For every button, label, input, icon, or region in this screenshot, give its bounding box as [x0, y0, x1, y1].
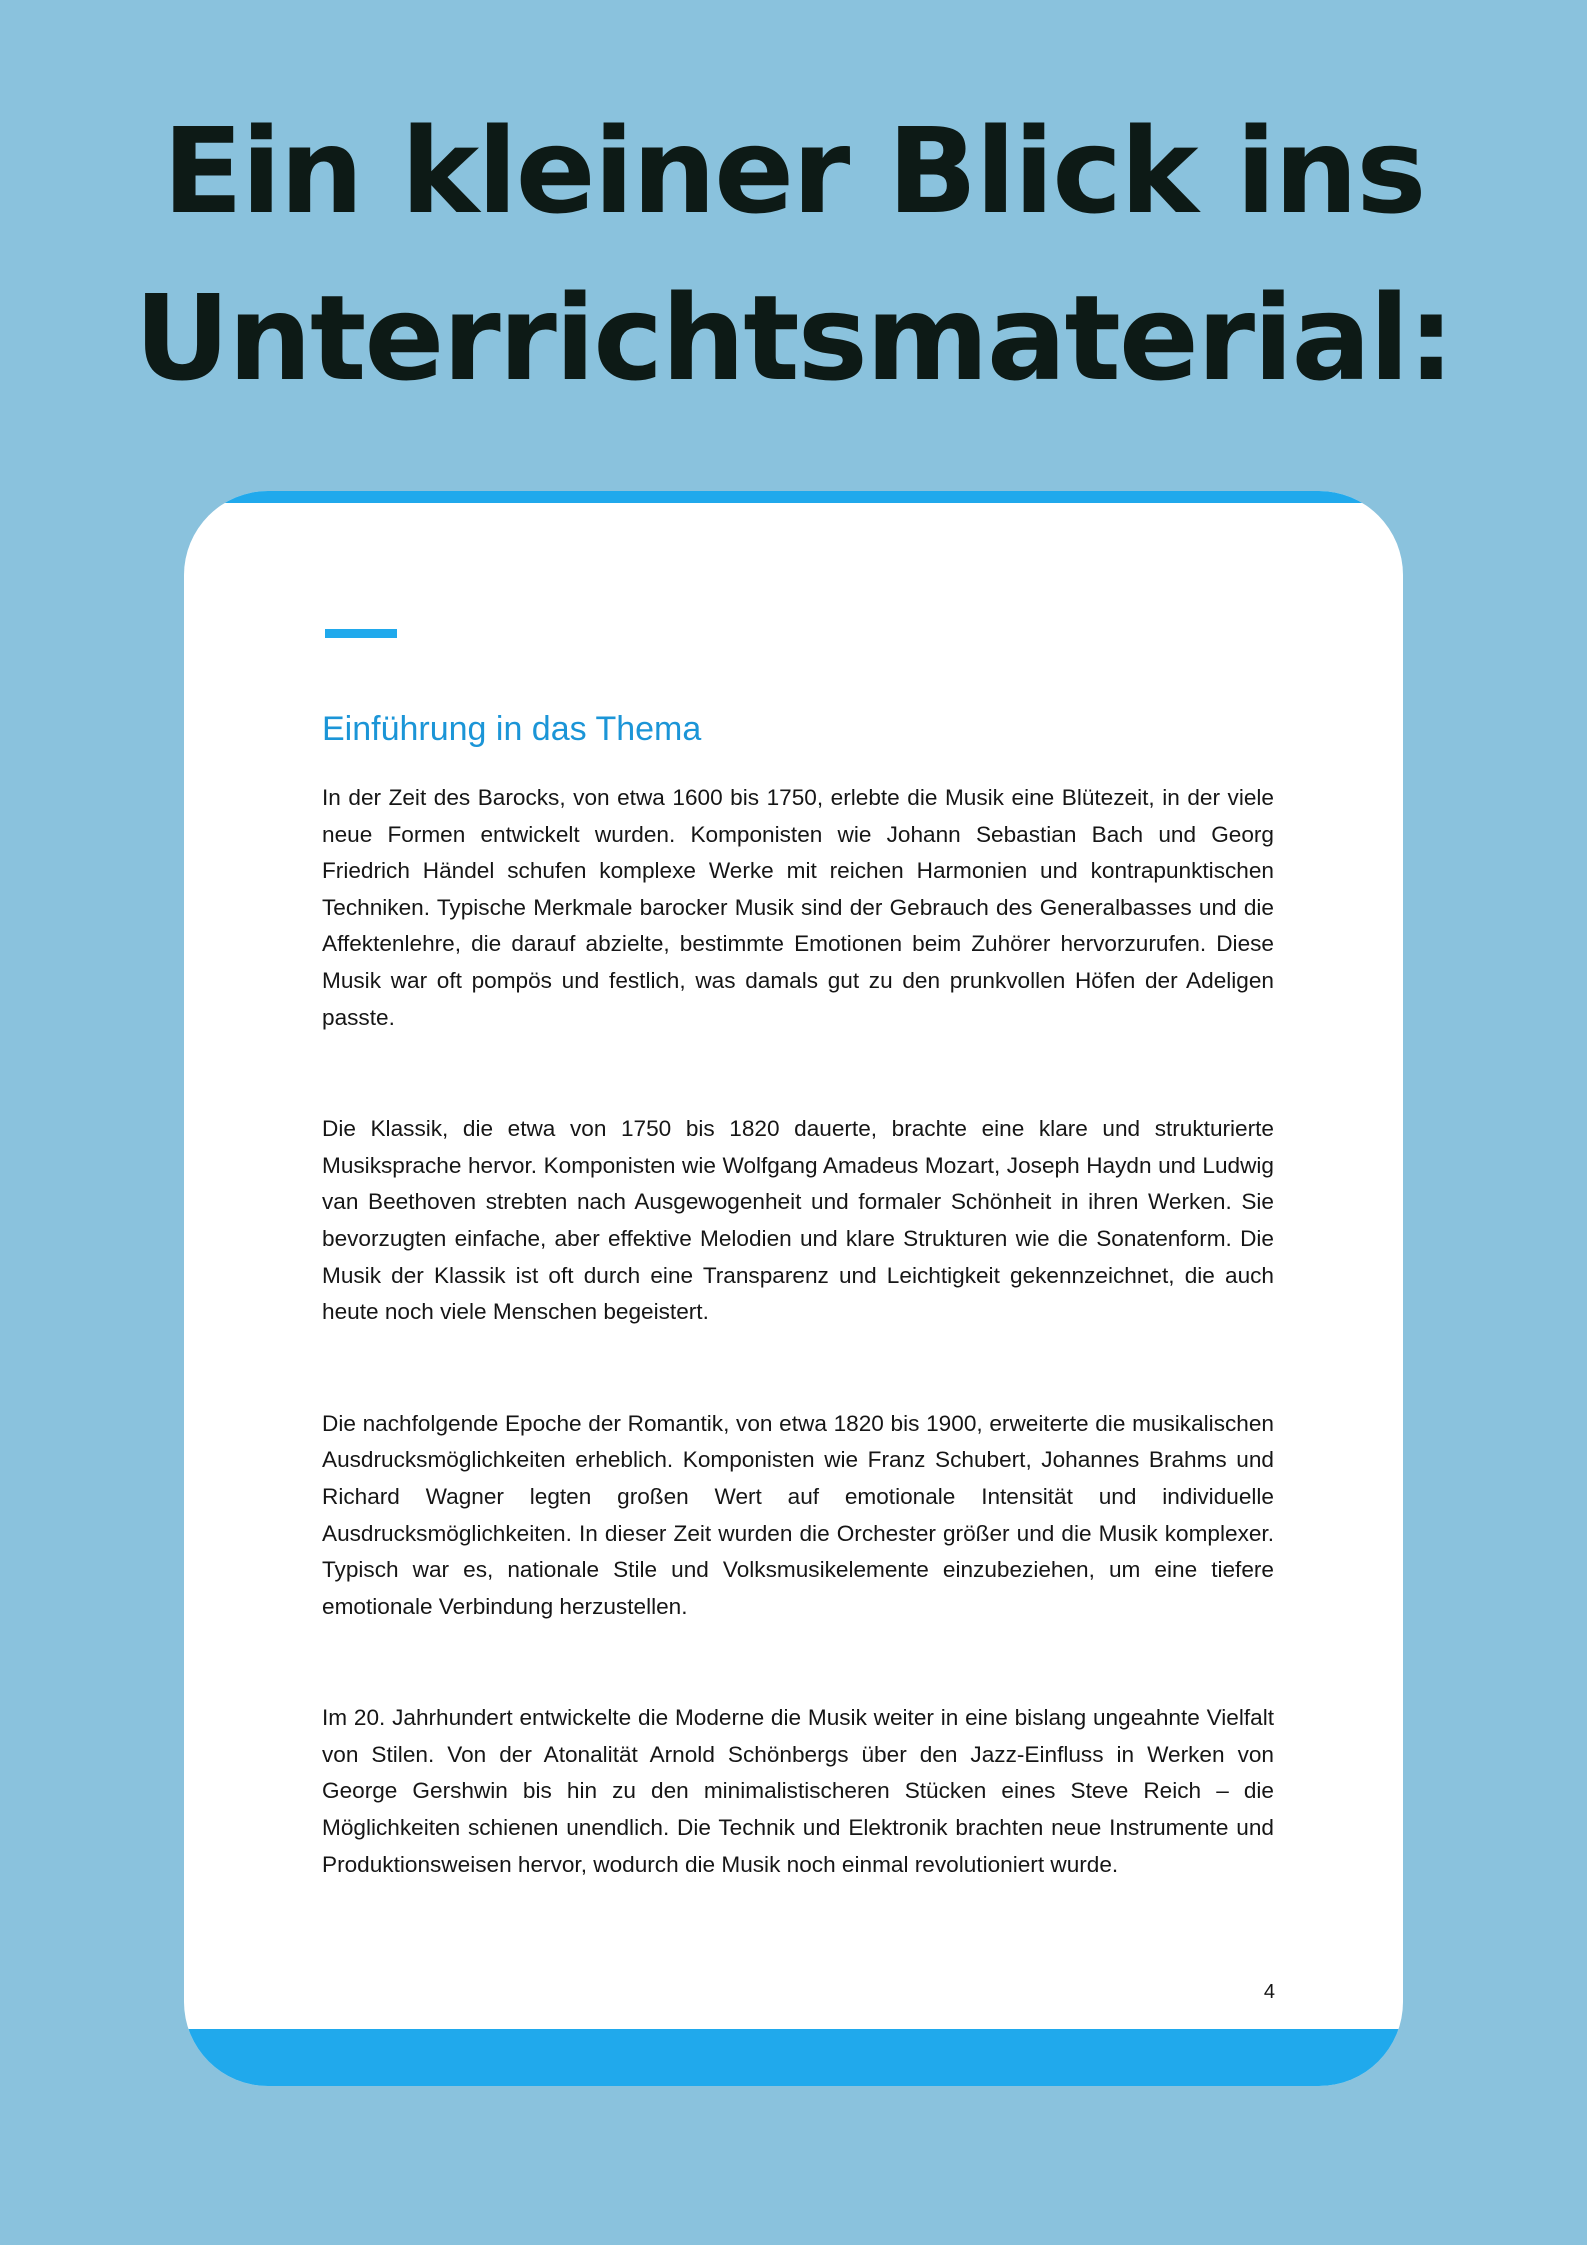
content-card	[184, 491, 1403, 2086]
paragraph-classical: Die Klassik, die etwa von 1750 bis 1820 dauerte, brachte eine klare und strukturierte Musiksprache hervor. Komponisten wie Wolfgang Amadeus Mozart, Joseph Haydn und Ludwig van Beethoven strebten nach Ausgewogenheit und formaler Schönheit in ihren Werken. Sie bevorzugten einfache, aber effektive Melodien und klare Strukturen wie die Sonatenform. Die Musik der Klassik ist oft durch eine Transparenz und Leichtigkeit gekennzeichnet, die auch heute noch viele Menschen begeistert.	[322, 1116, 1274, 1325]
card-bottom-accent-band	[184, 2029, 1403, 2086]
paragraph-romantic: Die nachfolgende Epoche der Romantik, von etwa 1820 bis 1900, erweiterte die musikalischen Ausdrucksmöglichkeiten erheblich. Komponisten wie Franz Schubert, Johannes Brahms und Richard Wagner legten großen Wert auf emotionale Intensität und individuelle Ausdrucksmöglichkeiten. In dieser Zeit wurden die Orchester größer und die Musik komplexer. Typisch war es, nationale Stile und Volksmusikelemente einzubeziehen, um eine tiefere emotionale Verbindung herzustellen.	[322, 1410, 1274, 1619]
card-top-accent-band	[184, 491, 1403, 503]
paragraph-modern: Im 20. Jahrhundert entwickelte die Moderne die Musik weiter in eine bislang ungeahnte Vielfalt von Stilen. Von der Atonalität Arnold Schönbergs über den Jazz-Einfluss in Werken von George Gershwin bis hin zu den minimalistischeren Stücken eines Steve Reich – die Möglichkeiten schienen unendlich. Die Technik und Elektronik brachten neue Instrumente und Produktionsweisen hervor, wodurch die Musik noch einmal revolutioniert wurde.	[322, 1705, 1274, 1877]
page-number: 4	[1263, 1981, 1275, 2003]
accent-dash	[325, 629, 397, 638]
headline-line-2: Unterrichtsmaterial:	[134, 269, 1453, 407]
body-text	[322, 780, 1274, 1958]
paragraph-baroque: In der Zeit des Barocks, von etwa 1600 bis 1750, erlebte die Musik eine Blütezeit, in der viele neue Formen entwickelt wurden. Komponisten wie Johann Sebastian Bach und Georg Friedrich Händel schufen komplexe Werke mit reichen Harmonien und kontrapunktischen Techniken. Typische Merkmale barocker Musik sind der Gebrauch des Generalbasses und die Affektenlehre, die darauf abzielte, bestimmte Emotionen beim Zuhörer hervorzurufen. Diese Musik war oft pompös und festlich, was damals gut zu den prunkvollen Höfen der Adeligen passte.	[322, 785, 1274, 1030]
headline-line-1: Ein kleiner Blick ins	[162, 102, 1425, 240]
page-headline	[0, 88, 1587, 422]
section-title: Einführung in das Thema	[322, 710, 702, 748]
